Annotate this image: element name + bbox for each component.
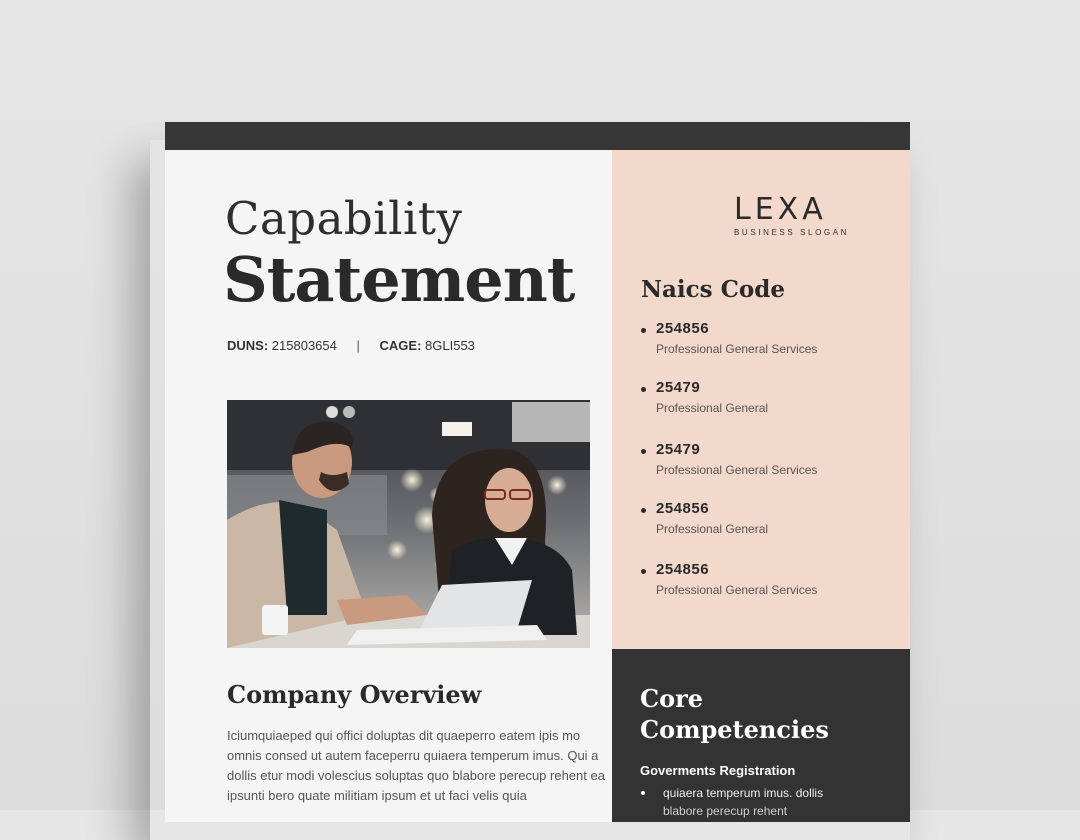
naics-description: Professional General Services <box>656 342 818 356</box>
naics-code: 254856 <box>656 320 710 337</box>
company-overview-text: Iciumquiaeped qui offici doluptas dit quaeperro eatem ipis mo omnis consed ut autem faceperru quiaera temperum imus. Qui a dollis etur modi volescius soluptas quo blabore perecup rehent ea ipsunti bero quate militiam ipsum et ut faci velis quia <box>227 728 605 803</box>
naics-heading: Naics Code <box>641 276 785 303</box>
naics-code: 254856 <box>656 500 710 517</box>
core-heading-line-2: Competencies <box>640 715 829 744</box>
core-heading-line-1: Core <box>640 684 704 713</box>
core-bullet-text-continued: blabore perecup rehent <box>663 804 788 818</box>
bullet-icon <box>641 449 646 454</box>
title-line-2: Statement <box>223 243 575 316</box>
naics-code: 254856 <box>656 561 710 578</box>
cage-value: 8GLI553 <box>425 338 475 353</box>
naics-description: Professional General <box>656 522 769 536</box>
left-column <box>165 150 612 822</box>
naics-code: 25479 <box>656 441 701 458</box>
naics-description: Professional General Services <box>656 583 818 597</box>
naics-description: Professional General <box>656 401 769 415</box>
top-bar <box>165 122 910 150</box>
company-overview-heading: Company Overview <box>227 680 482 709</box>
bullet-icon <box>641 569 646 574</box>
core-bullet-text: quiaera temperum imus. dollis <box>663 786 824 800</box>
bullet-icon <box>641 791 645 795</box>
company-ids <box>227 338 475 353</box>
bullet-icon <box>641 328 646 333</box>
bullet-icon <box>641 387 646 392</box>
business-meeting-photo <box>227 400 590 648</box>
id-separator: | <box>356 338 360 353</box>
cage-label: CAGE: <box>379 338 422 353</box>
naics-code: 25479 <box>656 379 701 396</box>
naics-description: Professional General Services <box>656 463 818 477</box>
core-subheading: Goverments Registration <box>640 763 796 778</box>
bullet-icon <box>641 508 646 513</box>
lexa-logo <box>734 194 850 237</box>
logo-wordmark: LEXA <box>734 192 827 227</box>
naics-panel <box>612 150 910 650</box>
capability-statement-document <box>165 122 910 822</box>
core-competencies-panel <box>612 649 910 822</box>
duns-label: DUNS: <box>227 338 269 353</box>
duns-value: 215803654 <box>271 338 337 353</box>
logo-slogan: BUSINESS SLOGAN <box>734 228 850 237</box>
core-competencies-heading <box>640 683 829 745</box>
title-line-1: Capability <box>225 192 463 245</box>
